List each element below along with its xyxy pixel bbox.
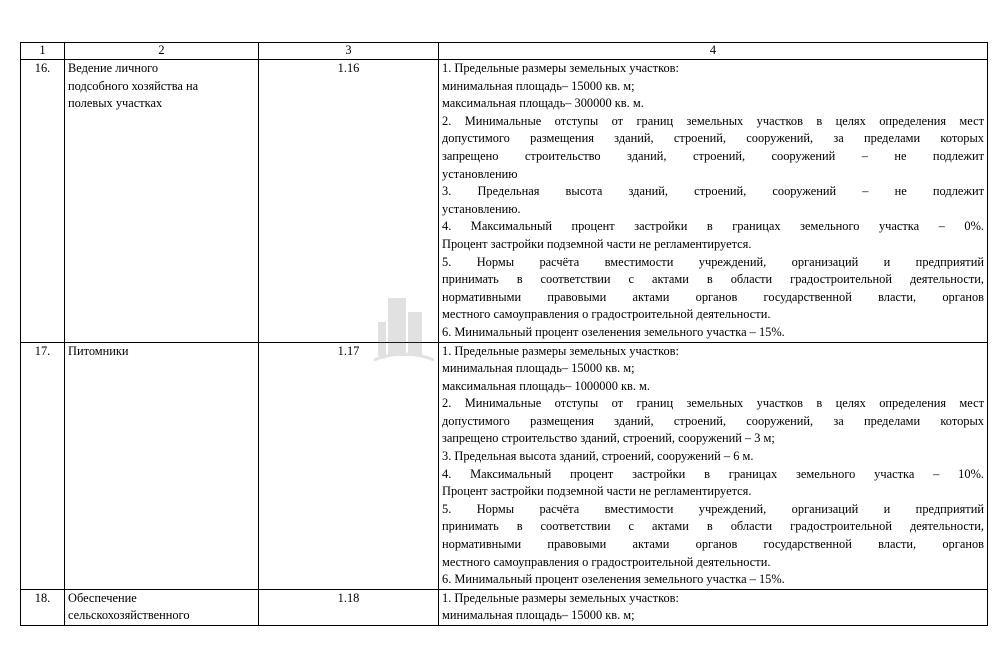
parameter-line: 1. Предельные размеры земельных участков: xyxy=(442,590,679,605)
parameter-line: допустимого размещения зданий, строений, сооружений, за пределами которых xyxy=(442,131,984,146)
parameter-line: максимальная площадь– 300000 кв. м. xyxy=(442,96,644,111)
parameter-line: допустимого размещения зданий, строений, сооружений, за пределами которых xyxy=(442,413,984,428)
parameter-line: нормативными правовыми актами органов государственной власти, органов xyxy=(442,289,984,304)
parameter-line: установлению. xyxy=(442,201,521,216)
use-name-line: Ведение личного xyxy=(68,61,159,75)
row-parameters xyxy=(439,60,988,343)
parameter-line: 3. Предельная высота зданий, строений, сооружений – не подлежит xyxy=(442,184,984,199)
parameter-line: Процент застройки подземной части не регламентируется. xyxy=(442,236,752,251)
row-parameters xyxy=(439,342,988,589)
parameter-line: нормативными правовыми актами органов государственной власти, органов xyxy=(442,537,984,552)
parameter-line: 1. Предельные размеры земельных участков: xyxy=(442,61,679,75)
parameter-line: принимать в соответствии с актами в области градостроительной деятельности, xyxy=(442,272,984,287)
parameter-line: принимать в соответствии с актами в области градостроительной деятельности, xyxy=(442,519,984,534)
parameter-line: установлению xyxy=(442,166,518,181)
parameter-line: запрещено строительство зданий, строений, сооружений – не подлежит xyxy=(442,148,984,163)
parameter-line: минимальная площадь– 15000 кв. м; xyxy=(442,608,635,623)
parameter-line: 6. Минимальный процент озеленения земельного участка – 15%. xyxy=(442,324,785,339)
parameter-line: Процент застройки подземной части не регламентируется. xyxy=(442,484,752,499)
column-header-4: 4 xyxy=(439,43,988,60)
row-number: 18. xyxy=(21,589,65,625)
row-use-name xyxy=(65,589,259,625)
row-code: 1.16 xyxy=(259,60,439,343)
parameter-line: 4. Максимальный процент застройки в границах земельного участка – 0%. xyxy=(442,219,984,234)
row-parameters xyxy=(439,589,988,625)
column-header-2: 2 xyxy=(65,43,259,60)
regulations-table xyxy=(20,42,988,626)
parameter-line: 3. Предельная высота зданий, строений, сооружений – 6 м. xyxy=(442,449,754,464)
parameter-line: 6. Минимальный процент озеленения земельного участка – 15%. xyxy=(442,572,785,587)
parameter-line: 2. Минимальные отступы от границ земельных участков в целях определения мест xyxy=(442,113,984,128)
parameter-line: минимальная площадь– 15000 кв. м; xyxy=(442,78,635,93)
use-name-line: Питомники xyxy=(68,343,129,358)
parameter-line: местного самоуправления о градостроительной деятельности. xyxy=(442,554,771,569)
column-header-3: 3 xyxy=(259,43,439,60)
parameter-line: 5. Нормы расчёта вместимости учреждений, организаций и предприятий xyxy=(442,501,984,516)
use-name-line: сельскохозяйственного xyxy=(68,608,190,623)
parameter-line: запрещено строительство зданий, строений, сооружений – 3 м; xyxy=(442,431,775,446)
row-number: 16. xyxy=(21,60,65,343)
parameter-line: максимальная площадь– 1000000 кв. м. xyxy=(442,378,650,393)
row-use-name xyxy=(65,342,259,589)
use-name-line: полевых участках xyxy=(68,96,163,111)
parameter-line: 2. Минимальные отступы от границ земельных участков в целях определения мест xyxy=(442,396,984,411)
table-row xyxy=(21,589,988,625)
row-code: 1.18 xyxy=(259,589,439,625)
row-use-name xyxy=(65,60,259,343)
parameter-line: 1. Предельные размеры земельных участков: xyxy=(442,343,679,358)
table-row xyxy=(21,60,988,343)
parameter-line: местного самоуправления о градостроительной деятельности. xyxy=(442,307,771,322)
table-body xyxy=(21,60,988,626)
use-name-line: Обеспечение xyxy=(68,590,137,605)
parameter-line: 5. Нормы расчёта вместимости учреждений, организаций и предприятий xyxy=(442,254,984,269)
parameter-line: минимальная площадь– 15000 кв. м; xyxy=(442,361,635,376)
parameter-line: 4. Максимальный процент застройки в границах земельного участка – 10%. xyxy=(442,466,984,481)
use-name-line: подсобного хозяйства на xyxy=(68,78,199,93)
row-number: 17. xyxy=(21,342,65,589)
table-header-row xyxy=(21,43,988,60)
table-row xyxy=(21,342,988,589)
row-code: 1.17 xyxy=(259,342,439,589)
column-header-1: 1 xyxy=(21,43,65,60)
